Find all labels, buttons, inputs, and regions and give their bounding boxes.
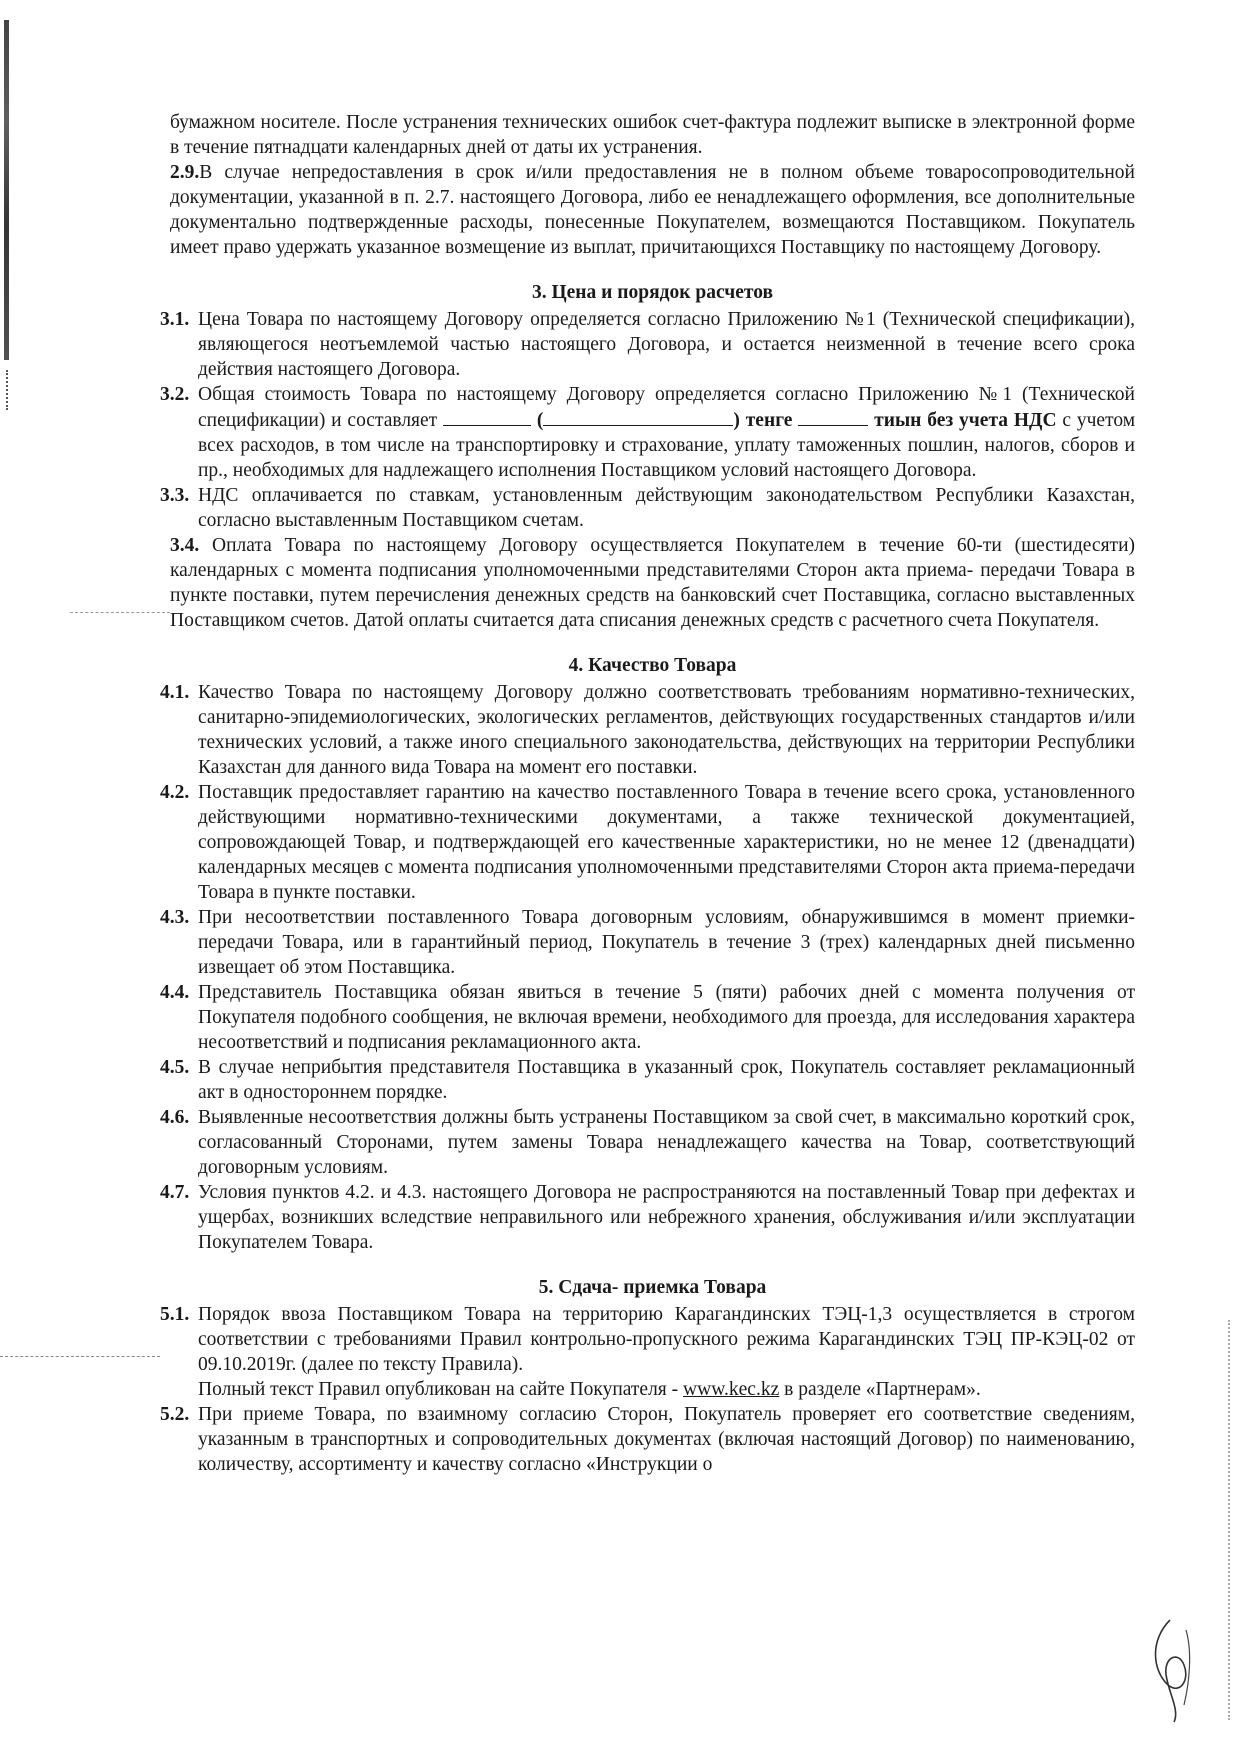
clause-5-1	[160, 1302, 1135, 1402]
clause-text: Качество Товара по настоящему Договору должно соответствовать требованиям нормативно-технических, санитарно-эпидемиологических, экологических регламентов, действующих государственных стандартов и/или технических условий, а также иного специального законодательства, действующих на территории Республики Казахстан для данного вида Товара на момент его поставки.	[198, 682, 1135, 778]
clause-5-2	[160, 1402, 1135, 1477]
section-3-title: 3. Цена и порядок расчетов	[531, 282, 774, 303]
clause-text: Цена Товара по настоящему Договору определяется согласно Приложению №1 (Технической спецификации), являющегося неотъемлемой частью настоящего Договора, и остается неизменной в течение всего срока действия настоящего Договора.	[198, 309, 1135, 380]
scan-dotted-edge-right	[1228, 1320, 1230, 1720]
amount-blank	[443, 407, 531, 426]
scan-edge-mark	[4, 20, 9, 360]
clause-2-9	[170, 160, 1135, 260]
clause-3-3	[160, 483, 1135, 533]
clause-number: 2.9.	[170, 162, 200, 183]
website-link[interactable]: www.kec.kz	[683, 1379, 780, 1400]
clause-3-1	[160, 307, 1135, 382]
clause-number: 4.6.	[160, 1107, 190, 1128]
document-body	[160, 110, 1136, 1477]
tiyn-vat-label: тиын без учета НДС	[874, 410, 1057, 431]
clause-text: В случае неприбытия представителя Поставщика в указанный срок, Покупатель составляет рекламационный акт в одностороннем порядке.	[198, 1057, 1135, 1103]
clause-text-a: Порядок ввоза Поставщиком Товара на территорию Карагандинских ТЭЦ-1,3 осуществляется в строгом соответствии с требованиями Правил контрольно-пропускного режима Карагандинских ТЭЦ ПР-КЭЦ-02 от 09.10.2019г. (далее по тексту Правила).	[198, 1304, 1135, 1375]
clause-number: 4.3.	[160, 907, 190, 928]
clause-text: Представитель Поставщика обязан явиться в течение 5 (пяти) рабочих дней с момента получения от Покупателя подобного сообщения, не включая времени, необходимого для проезда, для исследования характера несоответствий и подписания рекламационного акта.	[198, 982, 1135, 1053]
clause-text-b: с учетом всех расходов, в том числе на транспортировку и страхование, уплату таможенных пошлин, налогов, сборов и пр., необходимых для надлежащего исполнения Поставщиком условий настоящего Договора.	[198, 410, 1136, 481]
clause-text: При приеме Товара, по взаимному согласию Сторон, Покупатель проверяет его соответствие сведениям, указанным в транспортных и сопроводительных документах (включая настоящий Договор) по наименованию, количеству, ассортименту и качеству согласно «Инструкции о	[198, 1404, 1135, 1475]
clause-number: 3.3.	[160, 485, 190, 506]
amount-words-blank	[543, 407, 733, 426]
clause-number: 4.4.	[160, 982, 190, 1003]
clause-4-3	[160, 905, 1135, 980]
clause-4-7	[160, 1180, 1135, 1255]
clause-4-2	[160, 780, 1135, 905]
clause-3-4	[170, 533, 1135, 633]
clause-4-5	[160, 1055, 1135, 1105]
clause-text: Условия пунктов 4.2. и 4.3. настоящего Договора не распространяются на поставленный Товар при дефектах и ущербах, возникших вследствие неправильного или небрежного хранения, обслуживания и/или эксплуатации Покупателем Товара.	[198, 1182, 1135, 1253]
clause-text-b: Полный текст Правил опубликован на сайте Покупателя -	[198, 1379, 679, 1400]
clause-number: 4.2.	[160, 782, 190, 803]
clause-text-c: в разделе «Партнерам».	[784, 1379, 981, 1400]
clause-number: 3.2.	[160, 384, 190, 405]
clause-3-2	[160, 382, 1136, 483]
section-5-title: 5. Сдача- приемка Товара	[538, 1277, 767, 1298]
section-4-title: 4. Качество Товара	[568, 655, 737, 676]
clause-number: 5.2.	[160, 1404, 190, 1425]
clause-text-a: Общая стоимость Товара по настоящему Договору определяется согласно Приложению №1 (Технической спецификации) и составляет	[198, 384, 1135, 431]
scan-edge-dots	[6, 370, 10, 410]
clause-text: Выявленные несоответствия должны быть устранены Поставщиком за свой счет, в максимально короткий срок, согласованный Сторонами, путем замены Товара ненадлежащего качества на Товар, соответствующий договорным условиям.	[198, 1107, 1135, 1178]
clause-text: В случае непредоставления в срок и/или предоставления не в полном объеме товаросопроводительной документации, указанной в п. 2.7. настоящего Договора, либо ее ненадлежащего оформления, все дополнительные документально подтвержденные расходы, понесенные Покупателем, возмещаются Поставщиком. Покупатель имеет право удержать указанное возмещение из выплат, причитающихся Поставщику по настоящему Договору.	[170, 162, 1135, 258]
clause-text	[198, 1302, 1135, 1402]
tenge-label: ) тенге	[733, 410, 793, 431]
clause-4-1	[160, 680, 1135, 780]
clause-number: 4.1.	[160, 682, 190, 703]
clause-number: 3.1.	[160, 309, 190, 330]
clause-4-4	[160, 980, 1135, 1055]
clause-number: 4.5.	[160, 1057, 190, 1078]
clause-text: Поставщик предоставляет гарантию на качество поставленного Товара в течение всего срока, установленного действующими нормативно-техническими документами, а также технической документацией, сопровождающей Товар, и подтверждающей его качественные характеристики, но не менее 12 (двенадцати) календарных месяцев с момента подписания уполномоченными представителями Сторон акта приема-передачи Товара в пункте поставки.	[198, 782, 1135, 903]
clause-text: При несоответствии поставленного Товара договорным условиям, обнаружившимся в момент приемки-передачи Товара, или в гарантийный период, Покупатель в течение 3 (трех) календарных дней письменно извещает об этом Поставщика.	[198, 907, 1135, 978]
clause-4-6	[160, 1105, 1135, 1180]
clause-text: Оплата Товара по настоящему Договору осуществляется Покупателем в течение 60-ти (шестидесяти) календарных с момента подписания уполномоченными представителями Сторон акта приема- передачи Товара в пункте поставки, путем перечисления денежных средств на банковский счет Поставщика, согласно выставленных Поставщиком счетов. Датой оплаты считается дата списания денежных средств с расчетного счета Покупателя.	[170, 535, 1136, 631]
clause-number: 3.4.	[170, 535, 200, 556]
scan-dash-mark	[70, 612, 170, 613]
handwritten-signature	[1140, 1610, 1200, 1730]
clause-number: 5.1.	[160, 1304, 190, 1325]
clause-text	[198, 382, 1135, 483]
open-paren: (	[536, 410, 544, 431]
intro-paragraph: бумажном носителе. После устранения технических ошибок счет-фактура подлежит выписке в электронной форме в течение пятнадцати календарных дней от даты их устранения.	[170, 112, 1135, 158]
scan-dash-mark-left	[0, 1356, 160, 1357]
clause-text: НДС оплачивается по ставкам, установленным действующим законодательством Республики Казахстан, согласно выставленным Поставщиком счетам.	[198, 485, 1135, 531]
tiyn-blank	[798, 407, 868, 426]
clause-number: 4.7.	[160, 1182, 190, 1203]
